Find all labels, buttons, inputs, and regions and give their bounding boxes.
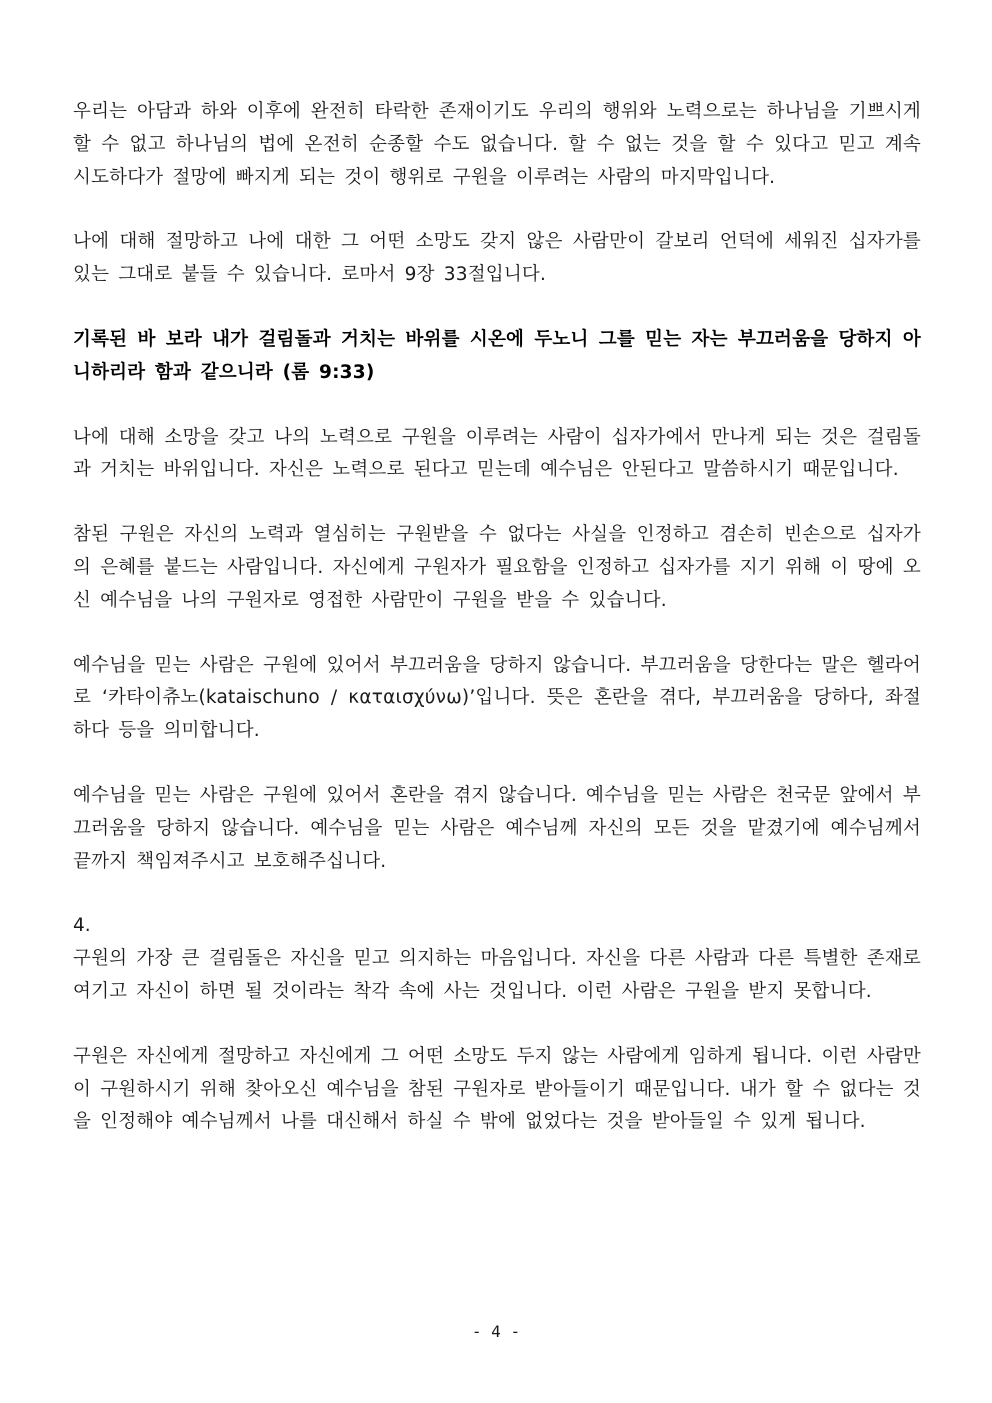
scripture-quote: 기록된 바 보라 내가 걸림돌과 거치는 바위를 시온에 두노니 그를 믿는 자는 부끄러움을 당하지 아니하리라 함과 같으니라 (롬 9:33) [73,328,921,383]
paragraph: 예수님을 믿는 사람은 구원에 있어서 혼란을 겪지 않습니다. 예수님을 믿는 사람은 천국문 앞에서 부끄러움을 당하지 않습니다. 예수님을 믿는 사람은 예수님께 자신의 모든 것을 맡겼기에 예수님께서 끝까지 책임져주시고 보호해주십니다. [73,784,921,872]
paragraph: 우리는 아담과 하와 이후에 완전히 타락한 존재이기도 우리의 행위와 노력으로는 하나님을 기쁘시게 할 수 없고 하나님의 법에 온전히 순종할 수도 없습니다. 할 수 없는 것을 할 수 있다고 믿고 계속 시도하다가 절망에 빠지게 되는 것이 행위로 구원을 이루려는 사람의 마지막입니다. [73,101,921,188]
document-body [73,96,921,1171]
paragraph: 구원의 가장 큰 걸림돌은 자신을 믿고 의지하는 마음입니다. 자신을 다른 사람과 다른 특별한 존재로 여기고 자신이 하면 될 것이라는 착각 속에 사는 것입니다. 이런 사람은 구원을 받지 못합니다. [73,948,921,1002]
page-number: - 4 - [471,1322,521,1341]
paragraph: 구원은 자신에게 절망하고 자신에게 그 어떤 소망도 두지 않는 사람에게 임하게 됩니다. 이런 사람만이 구원하시기 위해 찾아오신 예수님을 참된 구원자로 받아들이기 때문입니다. 내가 할 수 없다는 것을 인정해야 예수님께서 나를 대신해서 하실 수 밖에 없었다는 것을 받아들일 수 있게 됩니다. [73,1045,921,1133]
paragraph: 참된 구원은 자신의 노력과 열심히는 구원받을 수 없다는 사실을 인정하고 겸손히 빈손으로 십자가의 은혜를 붙드는 사람입니다. 자신에게 구원자가 필요함을 인정하고 십자가를 지기 위해 이 땅에 오신 예수님을 나의 구원자로 영접한 사람만이 구원을 받을 수 있습니다. [73,524,921,611]
paragraph: 나에 대해 절망하고 나에 대한 그 어떤 소망도 갖지 않은 사람만이 갈보리 언덕에 세워진 십자가를 있는 그대로 붙들 수 있습니다. 로마서 9장 33절입니다. [73,231,921,286]
paragraph: 예수님을 믿는 사람은 구원에 있어서 부끄러움을 당하지 않습니다. 부끄러움을 당한다는 말은 헬라어로 ‘카타이츄노(kataischuno / καταισχύνω)’입니다. 뜻은 혼란을 겪다, 부끄러움을 당하다, 좌절하다 등을 의미합니다. [73,654,921,742]
section-number: 4. [73,915,91,937]
paragraph: 나에 대해 소망을 갖고 나의 노력으로 구원을 이루려는 사람이 십자가에서 만나게 되는 것은 걸림돌과 거치는 바위입니다. 자신은 노력으로 된다고 믿는데 예수님은 안된다고 말씀하시기 때문입니다. [73,426,921,481]
